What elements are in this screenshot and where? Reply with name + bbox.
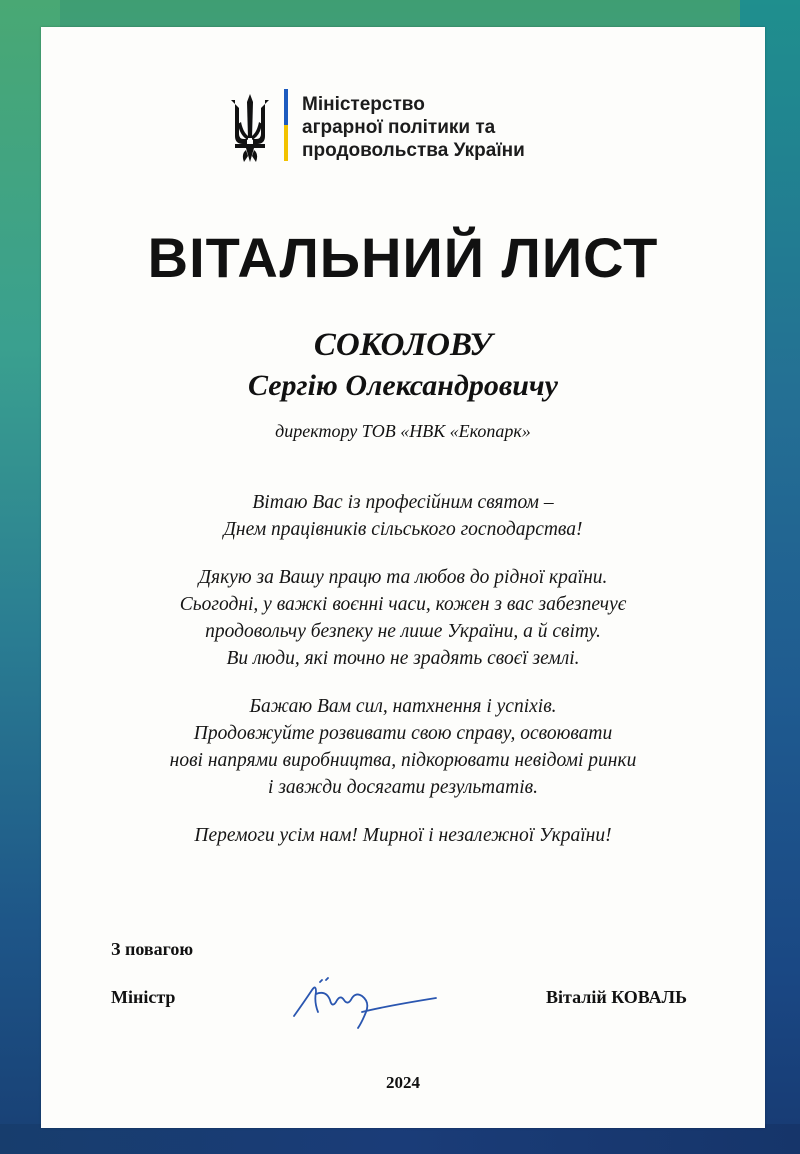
body-line: і завжди досягати результатів. bbox=[268, 777, 538, 798]
body-line: Бажаю Вам сил, натхнення і успіхів. bbox=[249, 696, 557, 717]
body-line: Перемоги усім нам! Мирної і незалежної України! bbox=[194, 825, 612, 846]
victory-paragraph bbox=[41, 822, 765, 849]
signer-position: Міністр bbox=[111, 987, 176, 1007]
body-line: нові напрями виробництва, підкорювати невідомі ринки bbox=[169, 750, 637, 771]
greeting-paragraph bbox=[41, 489, 765, 543]
body-line: Продовжуйте розвивати свою справу, освоювати bbox=[193, 723, 613, 744]
wishes-paragraph bbox=[41, 693, 765, 801]
ministry-name bbox=[302, 93, 525, 162]
body-line: Ви люди, які точно не зрадять своєї землі. bbox=[226, 648, 580, 669]
ministry-header bbox=[227, 89, 525, 168]
ministry-name-line-3: продовольства України bbox=[302, 140, 525, 161]
body-line: Вітаю Вас із професійним святом – bbox=[252, 492, 554, 513]
recipient-name: Сергію Олександровичу bbox=[247, 369, 558, 402]
regards-text: З повагою bbox=[111, 939, 194, 959]
signer-name: Віталій КОВАЛЬ bbox=[546, 987, 687, 1007]
body-line: Днем працівників сільського господарства! bbox=[223, 519, 583, 540]
signature-image bbox=[286, 972, 446, 1032]
background-bottom-band bbox=[0, 1124, 800, 1154]
body-line: продовольчу безпеку не лише України, а й світу. bbox=[205, 621, 601, 642]
gratitude-paragraph bbox=[41, 564, 765, 672]
letter-body bbox=[41, 489, 765, 870]
body-line: Сьогодні, у важкі воєнні часи, кожен з вас забезпечує bbox=[179, 594, 627, 615]
ministry-name-line-2: аграрної політики та bbox=[302, 117, 496, 138]
letter-year: 2024 bbox=[386, 1073, 420, 1092]
trident-icon bbox=[227, 92, 273, 168]
ministry-name-line-1: Міністерство bbox=[302, 94, 425, 115]
recipient-position: директору ТОВ «НВК «Екопарк» bbox=[275, 421, 531, 441]
recipient-surname: СОКОЛОВУ bbox=[313, 327, 493, 363]
letter-sheet bbox=[41, 27, 765, 1128]
flag-bar bbox=[284, 89, 288, 161]
letter-title: ВІТАЛЬНИЙ ЛИСТ bbox=[147, 226, 659, 289]
body-line: Дякую за Вашу працю та любов до рідної країни. bbox=[198, 567, 608, 588]
